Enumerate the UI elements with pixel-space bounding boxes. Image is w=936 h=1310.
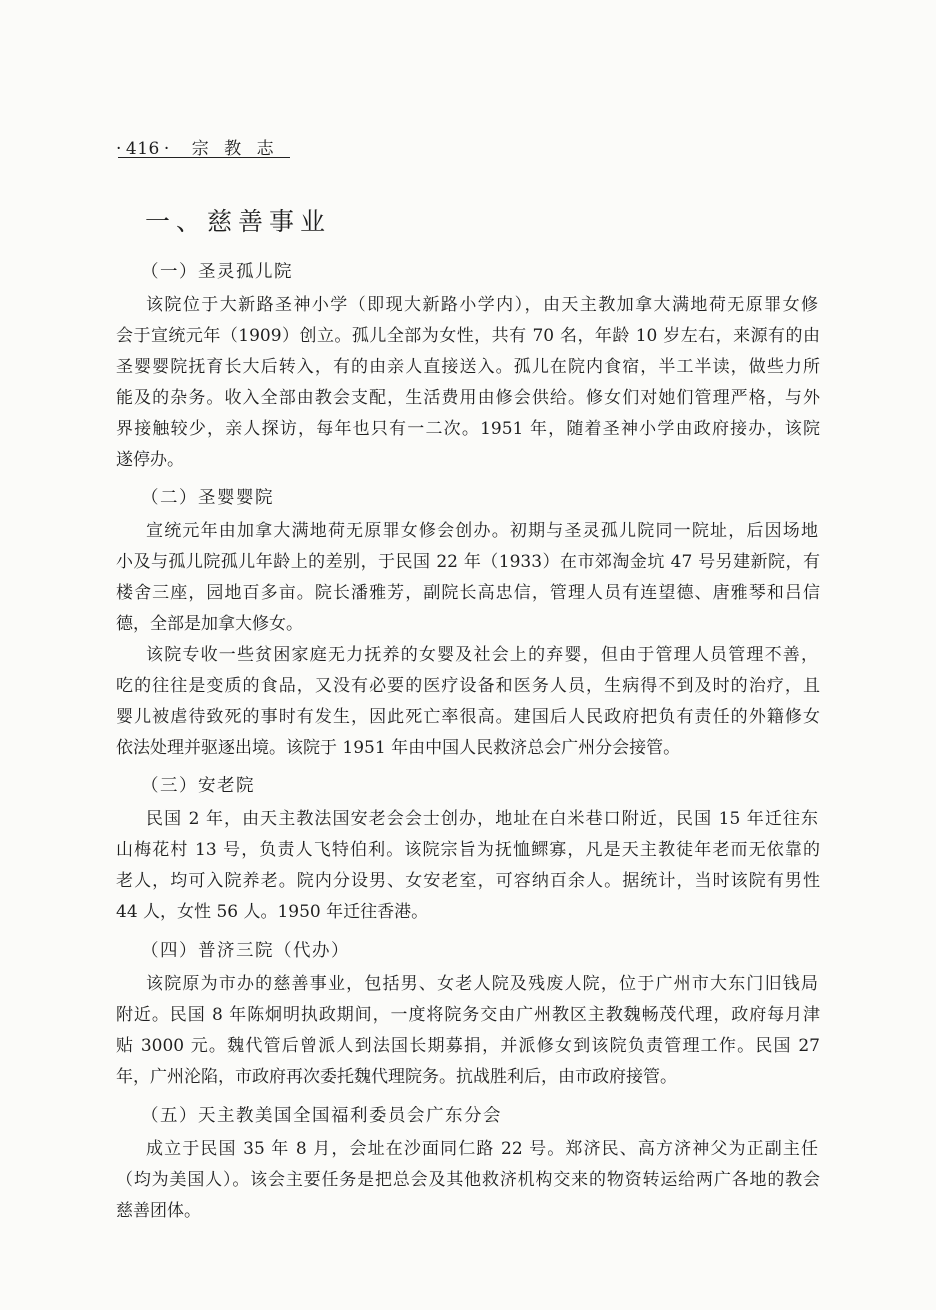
- text-line: 44 人，女性 56 人。1950 年迁往香港。: [116, 902, 429, 922]
- book-title: 宗 教 志: [191, 139, 279, 159]
- text-line: 德，全部是加拿大修女。: [116, 614, 303, 634]
- text-line: 该院原为市办的慈善事业，包括男、女老人院及残废人院，位于广州市大东门旧钱局: [146, 974, 818, 994]
- section-heading: （二）圣婴婴院: [141, 488, 274, 508]
- text-line: 山梅花村 13 号，负责人飞特伯利。该院宗旨为抚恤鳏寡，凡是天主教徒年老而无依靠的: [116, 840, 820, 860]
- text-line: 该院专收一些贫困家庭无力抚养的女婴及社会上的弃婴，但由于管理人员管理不善，: [146, 645, 818, 665]
- chapter-title: 一、慈善事业: [145, 207, 332, 236]
- text-line: 界接触较少，亲人探访，每年也只有一二次。1951 年，随着圣神小学由政府接办，该院: [116, 419, 820, 439]
- text-line: 附近。民国 8 年陈炯明执政期间，一度将院务交由广州教区主教魏畅茂代理，政府每月津: [116, 1005, 820, 1025]
- section-heading: （五）天主教美国全国福利委员会广东分会: [141, 1106, 502, 1126]
- text-line: 楼舍三座，园地百多亩。院长潘雅芳，副院长高忠信，管理人员有连望德、唐雅琴和吕信: [116, 583, 820, 603]
- text-line: 遂停办。: [116, 450, 184, 470]
- text-line: 能及的杂务。收入全部由教会支配，生活费用由修会供给。修女们对她们管理严格，与外: [116, 388, 820, 408]
- text-line: 年，广州沦陷，市政府再次委托魏代理院务。抗战胜利后，由市政府接管。: [116, 1067, 677, 1087]
- text-line: 吃的往往是变质的食品，又没有必要的医疗设备和医务人员，生病得不到及时的治疗，且: [116, 676, 820, 696]
- text-line: 老人，均可入院养老。院内分设男、女安老室，可容纳百余人。据统计，当时该院有男性: [116, 871, 820, 891]
- section-heading: （四）普济三院（代办）: [141, 941, 350, 961]
- text-line: 依法处理并驱逐出境。该院于 1951 年由中国人民救济总会广州分会接管。: [116, 738, 681, 758]
- section-heading: （三）安老院: [141, 776, 255, 796]
- text-line: 宣统元年由加拿大满地荷无原罪女修会创办。初期与圣灵孤儿院同一院址，后因场地: [146, 521, 818, 541]
- section-heading: （一）圣灵孤儿院: [141, 262, 293, 282]
- running-header: [116, 134, 279, 159]
- text-line: （均为美国人）。该会主要任务是把总会及其他救济机构交来的物资转运给两广各地的教会: [116, 1170, 820, 1190]
- header-underline: [118, 157, 290, 158]
- text-line: 该院位于大新路圣神小学（即现大新路小学内），由天主教加拿大满地荷无原罪女修: [146, 295, 818, 315]
- text-line: 婴儿被虐待致死的事时有发生，因此死亡率很高。建国后人民政府把负有责任的外籍修女: [116, 707, 820, 727]
- text-line: 慈善团体。: [116, 1201, 201, 1221]
- text-line: 圣婴婴院抚育长大后转入，有的由亲人直接送入。孤儿在院内食宿，半工半读，做些力所: [116, 357, 820, 377]
- text-line: 成立于民国 35 年 8 月，会址在沙面同仁路 22 号。郑济民、高方济神父为正副主任: [146, 1139, 818, 1159]
- header-dot-right: ·: [163, 139, 170, 159]
- text-line: 会于宣统元年（1909）创立。孤儿全部为女性，共有 70 名，年龄 10 岁左右，来源有的由: [116, 326, 820, 346]
- text-line: 小及与孤儿院孤儿年龄上的差别，于民国 22 年（1933）在市郊淘金坑 47 号另建新院，有: [116, 552, 820, 572]
- text-line: 民国 2 年，由天主教法国安老会会士创办，地址在白米巷口附近，民国 15 年迁往东: [146, 809, 818, 829]
- page-number: 416: [125, 139, 160, 159]
- header-dot-left: ·: [116, 139, 122, 159]
- text-line: 贴 3000 元。魏代管后曾派人到法国长期募捐，并派修女到该院负责管理工作。民国 27: [116, 1036, 820, 1056]
